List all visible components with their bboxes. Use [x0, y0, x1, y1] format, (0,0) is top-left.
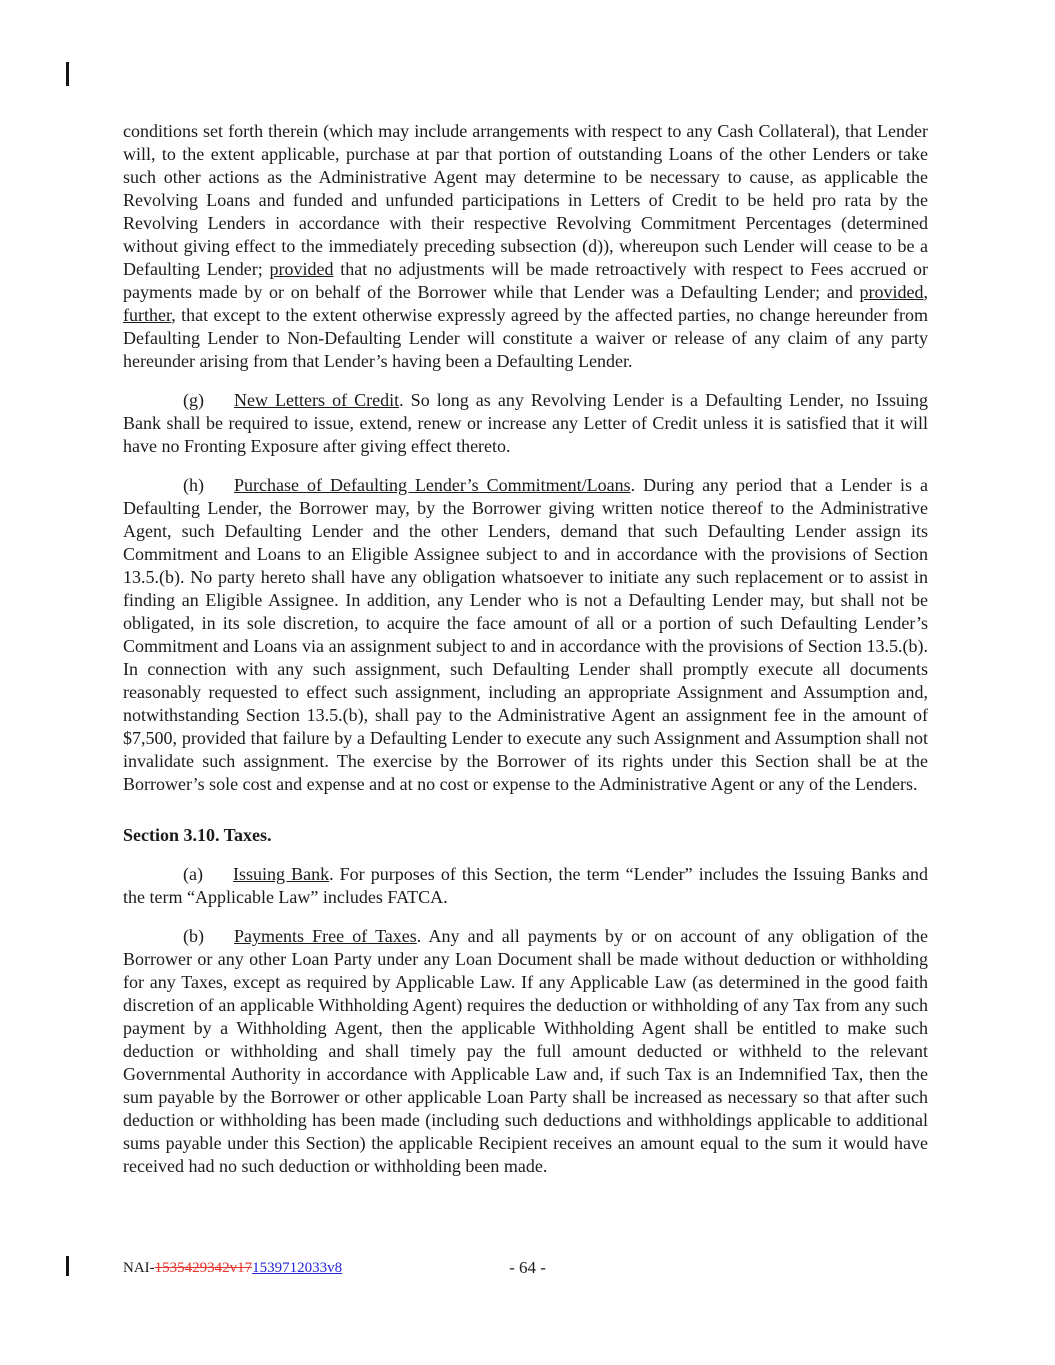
paragraph-h [123, 474, 928, 796]
paragraph-b [123, 925, 928, 1178]
clause-number: (h) [183, 475, 204, 495]
text-run: , that except to the extent otherwise expressly agreed by the affected parties, no change hereunder from Defaulting Lender to Non-Defaulting Lender will constitute a waiver or release of any claim of any party hereunder arising from that Lender’s having been a Defaulting Lender. [123, 305, 928, 371]
paragraph-a [123, 863, 928, 909]
document-id-deleted: 1535429342v17 [154, 1260, 253, 1276]
clause-number: (g) [183, 390, 204, 410]
clause-heading: Issuing Bank [232, 864, 330, 884]
text-run: that no adjustments will be made retroactively with respect to Fees accrued or payments made by or on behalf of the Borrower while that Lender was a Defaulting Lender; and [123, 259, 928, 302]
text-run: . During any period that a Lender is a Defaulting Lender, the Borrower may, by the Borrower giving written notice thereof to the Administrative Agent, such Defaulting Lender and the other Lenders, demand that such Defaulting Lender assign its Commitment and Loans to an Eligible Assignee subject to and in accordance with the provisions of Section 13.5.(b). No party hereto shall have any obligation whatsoever to initiate any such replacement or to assist in finding an Eligible Assignee. In addition, any Lender who is not a Defaulting Lender may, but shall not be obligated, in its sole discretion, to acquire the face amount of all or a portion of such Defaulting Lender’s Commitment and Loans via an assignment subject to and in accordance with the provisions of Section 13.5.(b). In connection with any such assignment, such Defaulting Lender shall promptly execute all documents reasonably requested to effect such assignment, including an appropriate Assignment and Assumption and, notwithstanding Section 13.5.(b), shall pay to the Administrative Agent an assignment fee in the amount of $7,500, provided that failure by a Defaulting Lender to execute any such Assignment and Assumption shall not invalidate such assignment. The exercise by the Borrower of its rights under this Section shall be at the Borrower’s sole cost and expense and at no cost or expense to the Administrative Agent or any of the Lenders. [123, 475, 928, 794]
clause-heading: Purchase of Defaulting Lender’s Commitment/Loans [234, 475, 631, 495]
document-id-prefix: NAI- [123, 1260, 155, 1276]
document-body [123, 120, 928, 1194]
text-run-underlined: further [123, 305, 172, 325]
text-run: . For purposes of this Section, the term “Lender” includes the Issuing Banks and the term “Applicable Law” includes FATCA. [123, 864, 929, 907]
revision-change-bar-top [66, 62, 69, 86]
paragraph-continuation [123, 120, 928, 373]
clause-number: (b) [183, 926, 204, 946]
text-run: conditions set forth therein (which may include arrangements with respect to any Cash Collateral), that Lender will, to the extent applicable, purchase at par that portion of outstanding Loans of the other Lenders or take such other actions as the Administrative Agent may determine to be necessary to cause, as applicable the Revolving Loans and funded and unfunded participations in Letters of Credit to be held pro rata by the Revolving Lenders in accordance with their respective Revolving Commitment Percentages (determined without giving effect to the immediately preceding subsection (d)), whereupon such Lender will cease to be a Defaulting Lender; [123, 121, 928, 279]
text-run-underlined: provided [269, 259, 334, 279]
text-run-underlined: provided [859, 282, 924, 302]
page-number: - 64 - [509, 1258, 546, 1277]
text-run: , [923, 282, 928, 302]
clause-heading: Payments Free of Taxes [234, 926, 417, 946]
clause-heading: New Letters of Credit [234, 390, 400, 410]
text-run: . So long as any Revolving Lender is a Defaulting Lender, no Issuing Bank shall be required to issue, extend, renew or increase any Letter of Credit unless it is satisfied that it will have no Fronting Exposure after giving effect thereto. [123, 390, 928, 456]
paragraph-g [123, 389, 928, 458]
section-heading: Section 3.10. Taxes. [123, 825, 272, 845]
clause-number: (a) [183, 864, 203, 884]
document-id-inserted: 1539712033v8 [252, 1260, 343, 1276]
text-run: . Any and all payments by or on account of any obligation of the Borrower or any other Loan Party under any Loan Document shall be made without deduction or withholding for any Taxes, except as required by Applicable Law. If any Applicable Law (as determined in the good faith discretion of an applicable Withholding Agent) requires the deduction or withholding of any Tax from any such payment by a Withholding Agent, then the applicable Withholding Agent shall be entitled to make such deduction or withholding and shall timely pay the full amount deducted or withheld to the relevant Governmental Authority in accordance with Applicable Law and, if such Tax is an Indemnified Tax, then the sum payable by the Borrower or other applicable Loan Party shall be increased as necessary so that after such deduction or withholding has been made (including such deductions and withholdings applicable to additional sums payable under this Section) the applicable Recipient receives an amount equal to the sum it would have received had no such deduction or withholding been made. [123, 926, 928, 1176]
